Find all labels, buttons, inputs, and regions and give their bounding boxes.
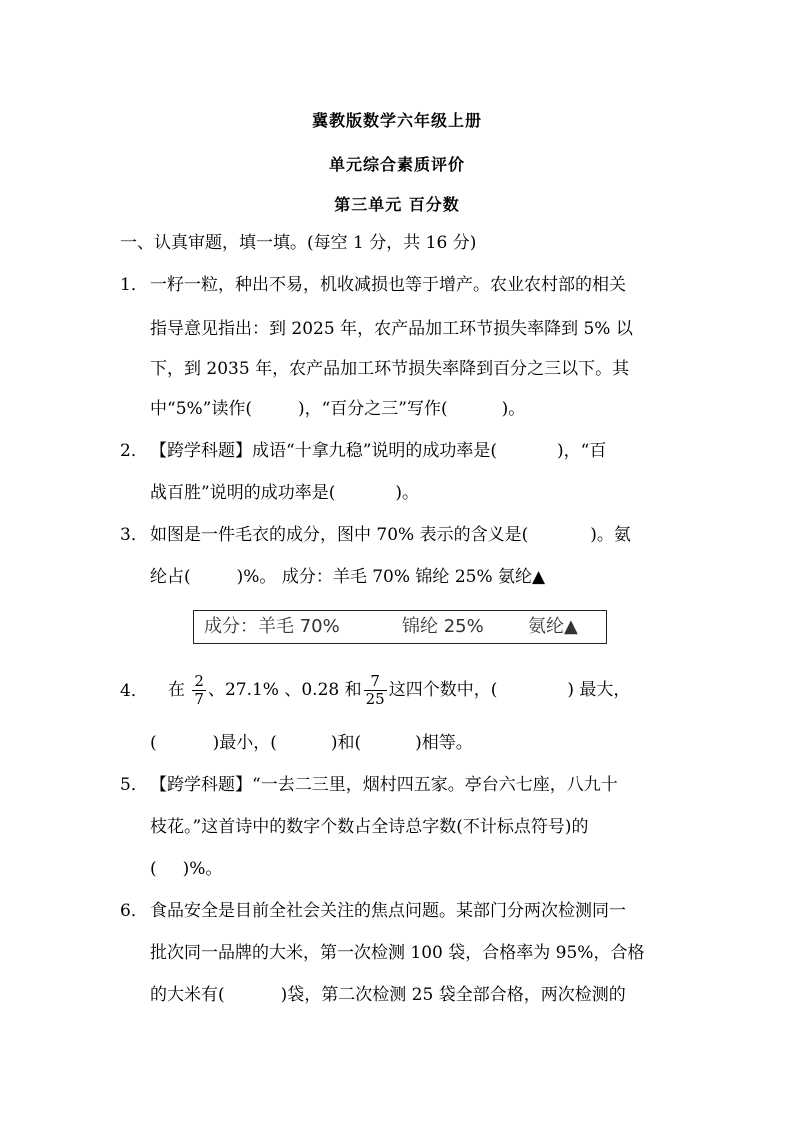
wool-label: 成分：羊毛 70% <box>204 616 340 637</box>
question-text <box>150 524 631 546</box>
fraction-numerator: 2 <box>194 672 204 690</box>
section-heading: 一、认真审题，填一填。(每空 1 分，共 16 分) <box>120 233 477 253</box>
text-segment: 中“5%”读作( <box>150 399 252 419</box>
text-segment: ( <box>150 859 157 879</box>
text-segment: ) 最大， <box>567 680 631 700</box>
text-segment: 【跨学科题】成语“十拿九稳”说明的成功率是( <box>150 441 498 461</box>
text-segment: 战百胜”说明的成功率是( <box>150 483 336 503</box>
question-text: 指导意见指出：到 2025 年，农产品加工环节损失率降到 5% 以 <box>150 319 633 339</box>
text-segment: )。 <box>395 483 419 503</box>
fraction-numerator: 7 <box>364 673 387 691</box>
document-subtitle: 单元综合素质评价 <box>328 155 465 174</box>
fraction-denominator: 7 <box>194 690 204 708</box>
question-number: 2． <box>120 441 148 461</box>
question-text <box>150 398 525 420</box>
question-text <box>168 668 630 712</box>
text-segment: )相等。 <box>415 733 473 753</box>
question-text <box>150 984 626 1006</box>
unit-title: 第三单元 百分数 <box>334 195 460 214</box>
text-segment: )，“百分之三”写作( <box>297 399 448 419</box>
text-segment: )，“百 <box>557 441 607 461</box>
question-number: 4． <box>120 681 148 701</box>
text-segment: )袋，第二次检测 25 袋全部合格，两次检测的 <box>280 985 626 1005</box>
fraction <box>192 673 206 708</box>
question-text: 【跨学科题】“一去二三里，烟村四五家。亭台六七座，八九十 <box>150 775 618 795</box>
text-segment: ( <box>150 733 157 753</box>
text-segment: )和( <box>330 733 362 753</box>
question-number: 6． <box>120 901 148 921</box>
fraction-denominator: 25 <box>365 690 385 708</box>
question-number: 1． <box>120 275 148 295</box>
question-text <box>150 440 606 462</box>
question-text <box>150 482 419 504</box>
text-segment: )%。 <box>182 859 223 879</box>
text-segment: )。氨 <box>590 525 631 545</box>
question-text <box>150 858 222 880</box>
question-text <box>150 566 545 588</box>
nylon-label: 锦纶 25% <box>402 616 484 637</box>
question-text: 枝花。”这首诗中的数字个数占全诗总字数(不计标点符号)的 <box>150 817 589 837</box>
text-segment: )最小，( <box>212 733 277 753</box>
question-text <box>150 732 473 754</box>
composition-label-image <box>193 610 607 644</box>
question-text: 食品安全是目前全社会关注的焦点问题。某部门分两次检测同一 <box>150 901 626 921</box>
text-segment: 、27.1% 、0.28 和 <box>207 680 362 700</box>
text-segment: 在 <box>168 680 185 700</box>
question-text: 批次同一品牌的大米，第一次检测 100 袋，合格率为 95%，合格 <box>150 943 645 963</box>
question-text: 下，到 2035 年，农产品加工环节损失率降到百分之三以下。其 <box>150 359 630 379</box>
question-text: 一籽一粒，种出不易，机收减损也等于增产。农业农村部的相关 <box>150 275 626 295</box>
text-segment: )。 <box>501 399 526 419</box>
text-segment: 的大米有( <box>150 985 225 1005</box>
text-segment: 如图是一件毛衣的成分，图中 70% 表示的含义是( <box>150 525 529 545</box>
fraction <box>364 673 387 708</box>
question-number: 5． <box>120 775 148 795</box>
text-segment: 纶占( <box>150 567 191 587</box>
question-number: 3． <box>120 525 148 545</box>
document-title: 冀教版数学六年级上册 <box>311 111 482 130</box>
spandex-label: 氨纶▲ <box>528 616 578 637</box>
text-segment: )%。 成分：羊毛 70% 锦纶 25% 氨纶▲ <box>236 567 546 587</box>
text-segment: 这四个数中，( <box>388 680 498 700</box>
